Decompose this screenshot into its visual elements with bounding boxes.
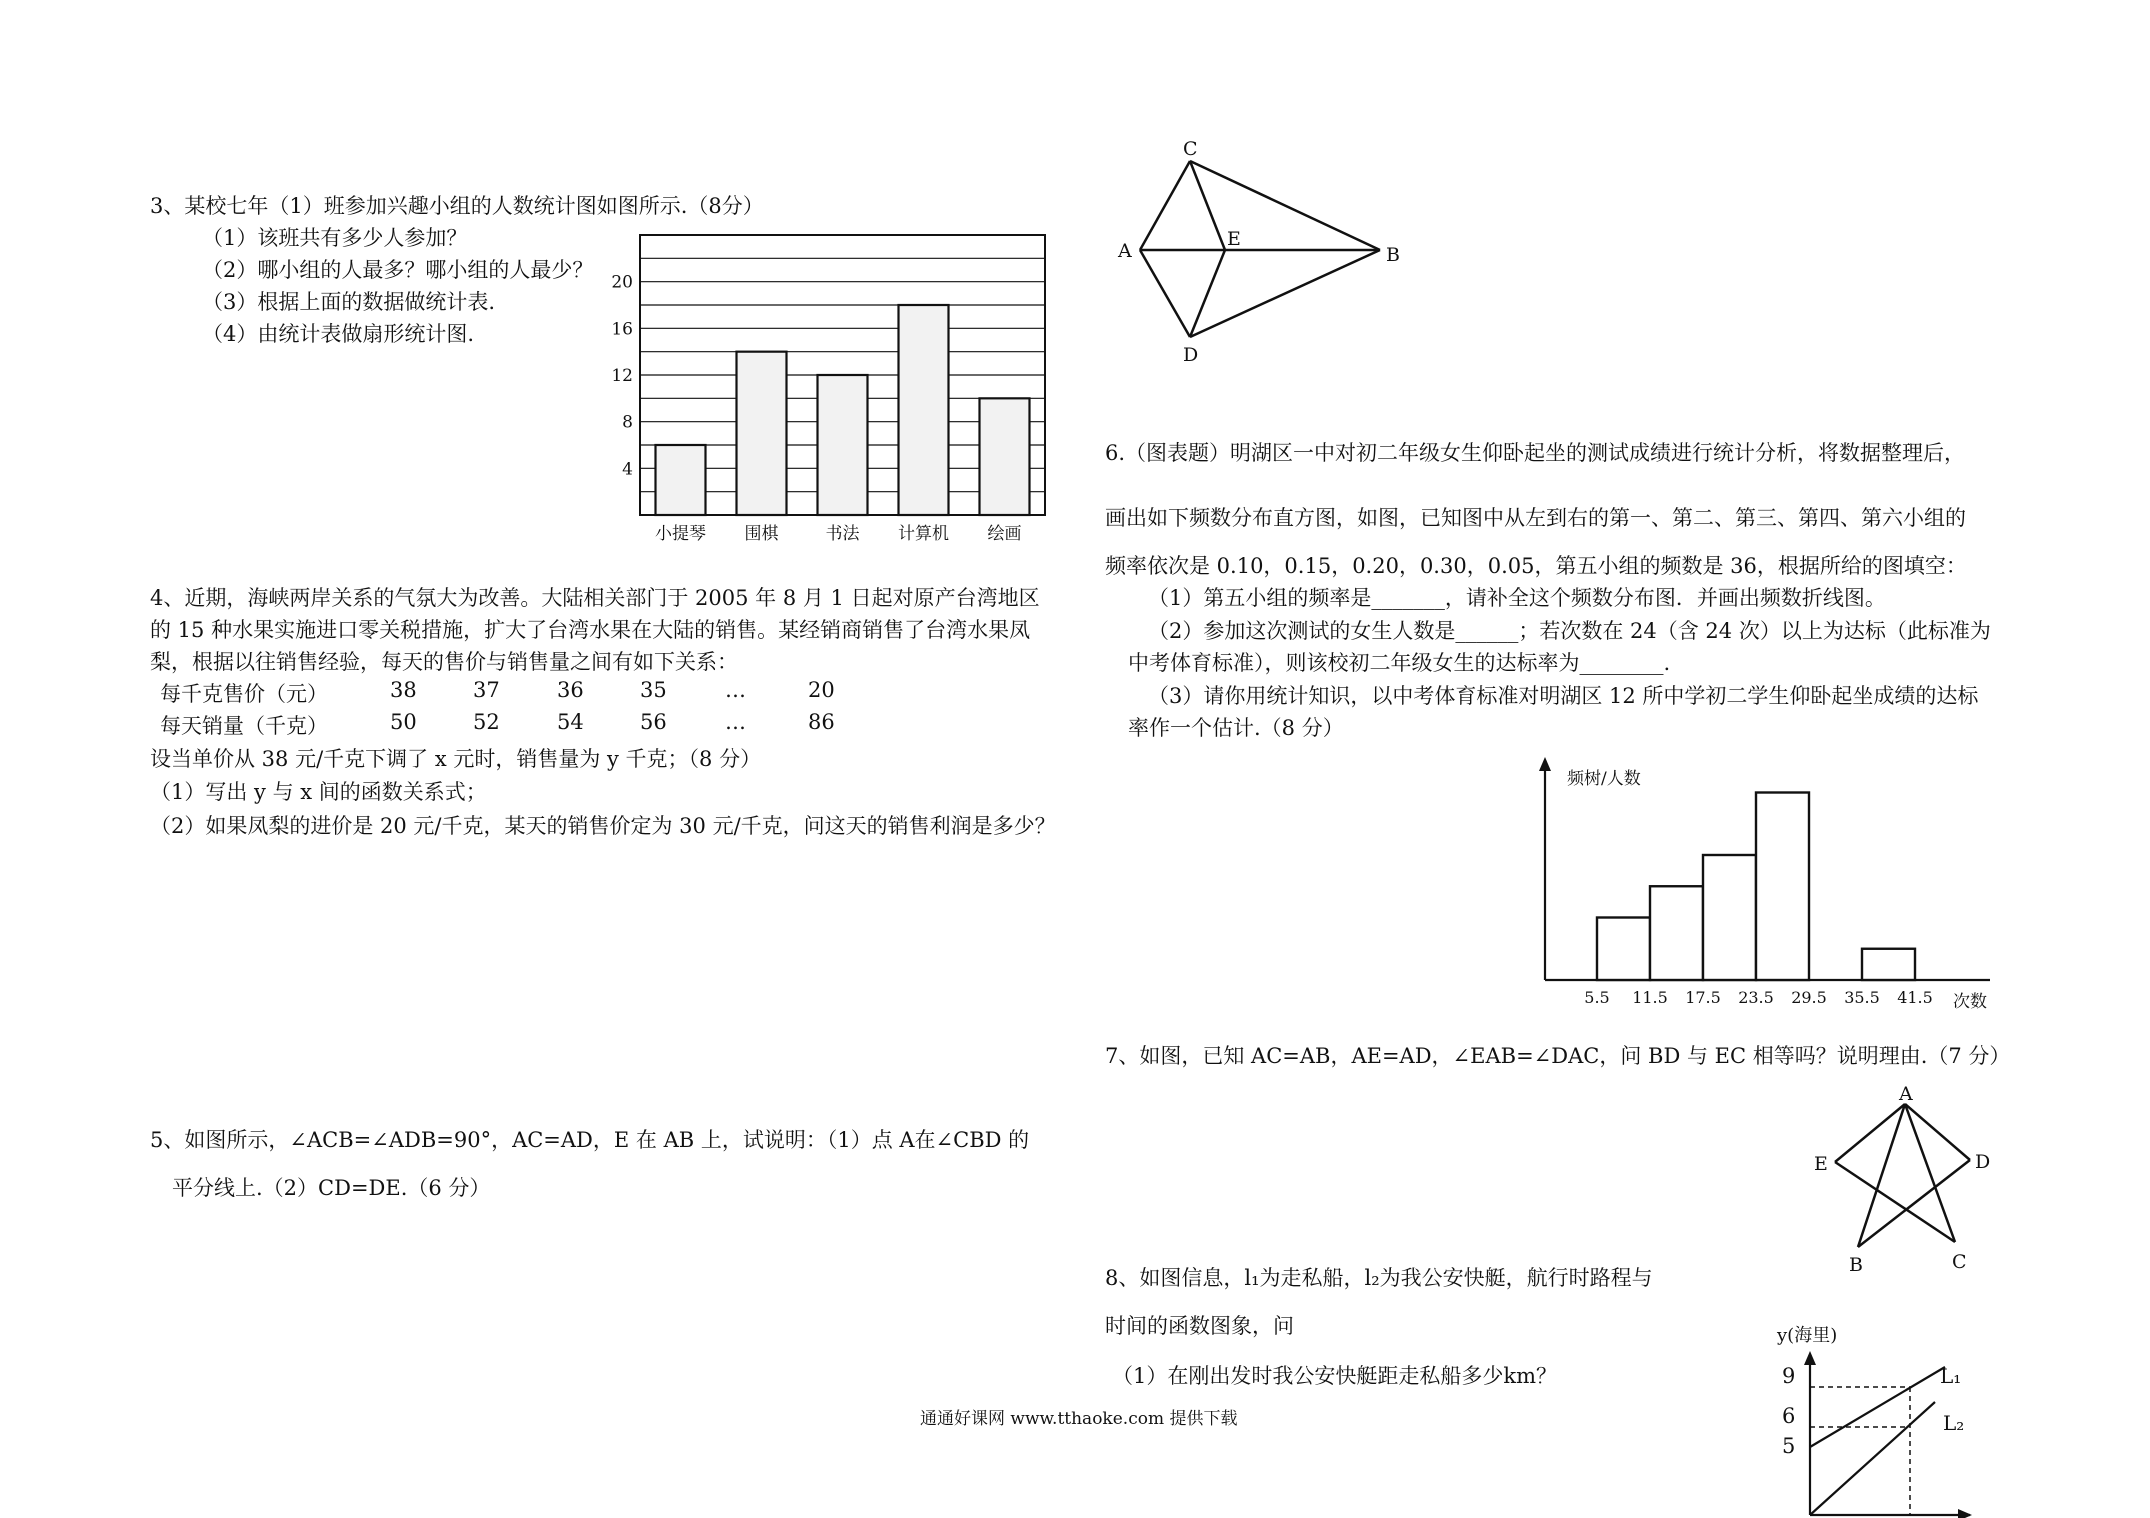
label-b: B: [1386, 244, 1400, 266]
y-tick-label: 4: [622, 459, 633, 480]
interest-group-bar-chart: [590, 225, 1060, 550]
histogram-bar: [1703, 855, 1756, 980]
histogram-bar: [1597, 918, 1650, 981]
series-line-l1: [1810, 1367, 1945, 1447]
table-cell: 86: [808, 710, 835, 734]
bar: [899, 305, 949, 515]
bar: [980, 398, 1030, 515]
label-c: C: [1952, 1251, 1967, 1273]
x-tick-label: 35.5: [1844, 988, 1880, 1007]
q6-line-1: 6.（图表题）明湖区一中对初二年级女生仰卧起坐的测试成绩进行统计分析，将数据整理后，: [1105, 441, 1966, 465]
table-cell: …: [725, 710, 746, 734]
y-tick-label: 8: [622, 412, 633, 433]
x-axis-label: 次数: [1953, 992, 1987, 1012]
q3-title: 3、某校七年（1）班参加兴趣小组的人数统计图如图所示.（8分）: [150, 194, 764, 218]
y-axis-label: 频树/人数: [1567, 769, 1641, 789]
label-e: E: [1227, 228, 1241, 250]
q3-item-3: （3）根据上面的数据做统计表.: [202, 290, 496, 314]
x-tick-label: 书法: [825, 524, 860, 544]
histogram-bar: [1862, 949, 1915, 980]
q6-line-2: 画出如下频数分布直方图，如图，已知图中从左到右的第一、第二、第三、第四、第六小组的: [1105, 506, 1966, 530]
table-cell: 54: [557, 710, 584, 734]
table-cell: 20: [808, 678, 835, 702]
y-tick-label: 20: [611, 272, 633, 293]
frequency-histogram: [1520, 755, 2010, 1020]
x-tick-label: 绘画: [987, 524, 1022, 544]
q6-line-3: 频率依次是 0.10，0.15，0.20，0.30，0.05，第五小组的频数是 36，根据所给的图填空：: [1105, 554, 1967, 578]
q6-line-7: （3）请你用统计知识，以中考体育标准对明湖区 12 所中学初二学生仰卧起坐成绩的达标: [1148, 684, 1979, 708]
label-d: D: [1975, 1151, 1991, 1173]
q6-line-4: （1）第五小组的频率是_______，请补全这个频数分布图．并画出频数折线图。: [1148, 586, 1886, 610]
table-row-label-price: 每千克售价（元）: [160, 682, 328, 706]
x-tick-label: 5.5: [1584, 988, 1610, 1007]
q6-line-5: （2）参加这次测试的女生人数是______；若次数在 24（含 24 次）以上为达标（此标准为: [1148, 619, 1991, 643]
label-b: B: [1849, 1254, 1863, 1276]
q4-line-1: 4、近期，海峡两岸关系的气氛大为改善。大陆相关部门于 2005 年 8 月 1 日起对原产台湾地区: [150, 586, 1040, 610]
q4-line-2: 的 15 种水果实施进口零关税措施，扩大了台湾水果在大陆的销售。某经销商销售了台湾水果凤: [150, 618, 1031, 642]
x-tick-label: 小提琴: [655, 524, 706, 544]
x-tick-label: 计算机: [898, 524, 949, 544]
table-cell: 35: [640, 678, 667, 702]
y-axis-arrow: [1539, 757, 1551, 771]
label-a: A: [1118, 240, 1132, 262]
x-tick-label: 围棋: [744, 524, 779, 544]
table-row-label-sales: 每天销量（千克）: [160, 714, 328, 738]
y-tick-label: 16: [611, 319, 633, 340]
q7-text: 7、如图，已知 AC=AB，AE=AD，∠EAB=∠DAC，问 BD 与 EC 相等吗？说明理由.（7 分）: [1105, 1044, 2011, 1068]
q8-line-3: （1）在刚出发时我公安快艇距走私船多少km？: [1112, 1364, 1557, 1388]
x-tick-label: 29.5: [1791, 988, 1827, 1007]
table-cell: 37: [473, 678, 500, 702]
table-cell: 38: [390, 678, 417, 702]
q3-item-2: （2）哪小组的人最多？哪小组的人最少？: [202, 258, 594, 282]
label-a: A: [1899, 1083, 1913, 1105]
q4-after-3: （2）如果凤梨的进价是 20 元/千克，某天的销售价定为 30 元/千克，问这天的销售利润是多少？: [150, 814, 1056, 838]
q6-line-6: 中考体育标准），则该校初二年级女生的达标率为________.: [1128, 651, 1671, 675]
q8-line-1: 8、如图信息，l₁为走私船，l₂为我公安快艇，航行时路程与: [1105, 1266, 1653, 1290]
table-cell: …: [725, 678, 746, 702]
bar: [656, 445, 706, 515]
q6-line-8: 率作一个估计.（8 分）: [1128, 716, 1344, 740]
x-tick-label: 11.5: [1632, 988, 1668, 1007]
label-c: C: [1183, 138, 1198, 160]
q5-line-2: 平分线上.（2）CD=DE.（6 分）: [172, 1176, 491, 1200]
q8-line-2: 时间的函数图象，问: [1105, 1314, 1294, 1338]
q4-after-2: （1）写出 y 与 x 间的函数关系式；: [150, 780, 487, 804]
y-tick-label: 6: [1782, 1404, 1796, 1428]
label-e: E: [1814, 1153, 1828, 1175]
x-tick-label: 41.5: [1897, 988, 1933, 1007]
series-label-l2: L₂: [1943, 1411, 1965, 1435]
table-cell: 56: [640, 710, 667, 734]
y-axis-arrow: [1804, 1351, 1816, 1365]
q3-item-4: （4）由统计表做扇形统计图.: [202, 322, 475, 346]
y-tick-label: 5: [1782, 1434, 1796, 1458]
histogram-bar: [1650, 886, 1703, 980]
y-tick-label: 12: [611, 366, 633, 386]
distance-time-graph: [1760, 1315, 1975, 1518]
label-d: D: [1183, 344, 1199, 365]
table-cell: 36: [557, 678, 584, 702]
y-axis-label: y(海里): [1777, 1325, 1838, 1346]
page-footer: 通通好课网 www.tthaoke.com 提供下载: [920, 1409, 1238, 1429]
table-cell: 52: [473, 710, 500, 734]
q5-line-1: 5、如图所示，∠ACB=∠ADB=90°，AC=AD，E 在 AB 上，试说明：（1）点 A在∠CBD 的: [150, 1128, 1030, 1152]
x-axis-arrow: [1958, 1509, 1972, 1518]
series-label-l1: L₁: [1940, 1364, 1962, 1388]
q3-item-1: （1）该班共有多少人参加？: [202, 226, 468, 250]
bar: [737, 352, 787, 515]
q7-figure: [1805, 1080, 2005, 1285]
histogram-bar: [1756, 793, 1809, 981]
table-cell: 50: [390, 710, 417, 734]
q5-figure: [1110, 135, 1410, 365]
q4-after-1: 设当单价从 38 元/千克下调了 x 元时，销售量为 y 千克；（8 分）: [150, 747, 762, 771]
y-tick-label: 9: [1782, 1364, 1796, 1388]
q4-line-3: 梨，根据以往销售经验，每天的售价与销售量之间有如下关系：: [150, 650, 738, 674]
series-line-l2: [1810, 1402, 1935, 1515]
x-tick-label: 23.5: [1738, 988, 1774, 1007]
bar: [818, 375, 868, 515]
x-tick-label: 17.5: [1685, 988, 1721, 1007]
